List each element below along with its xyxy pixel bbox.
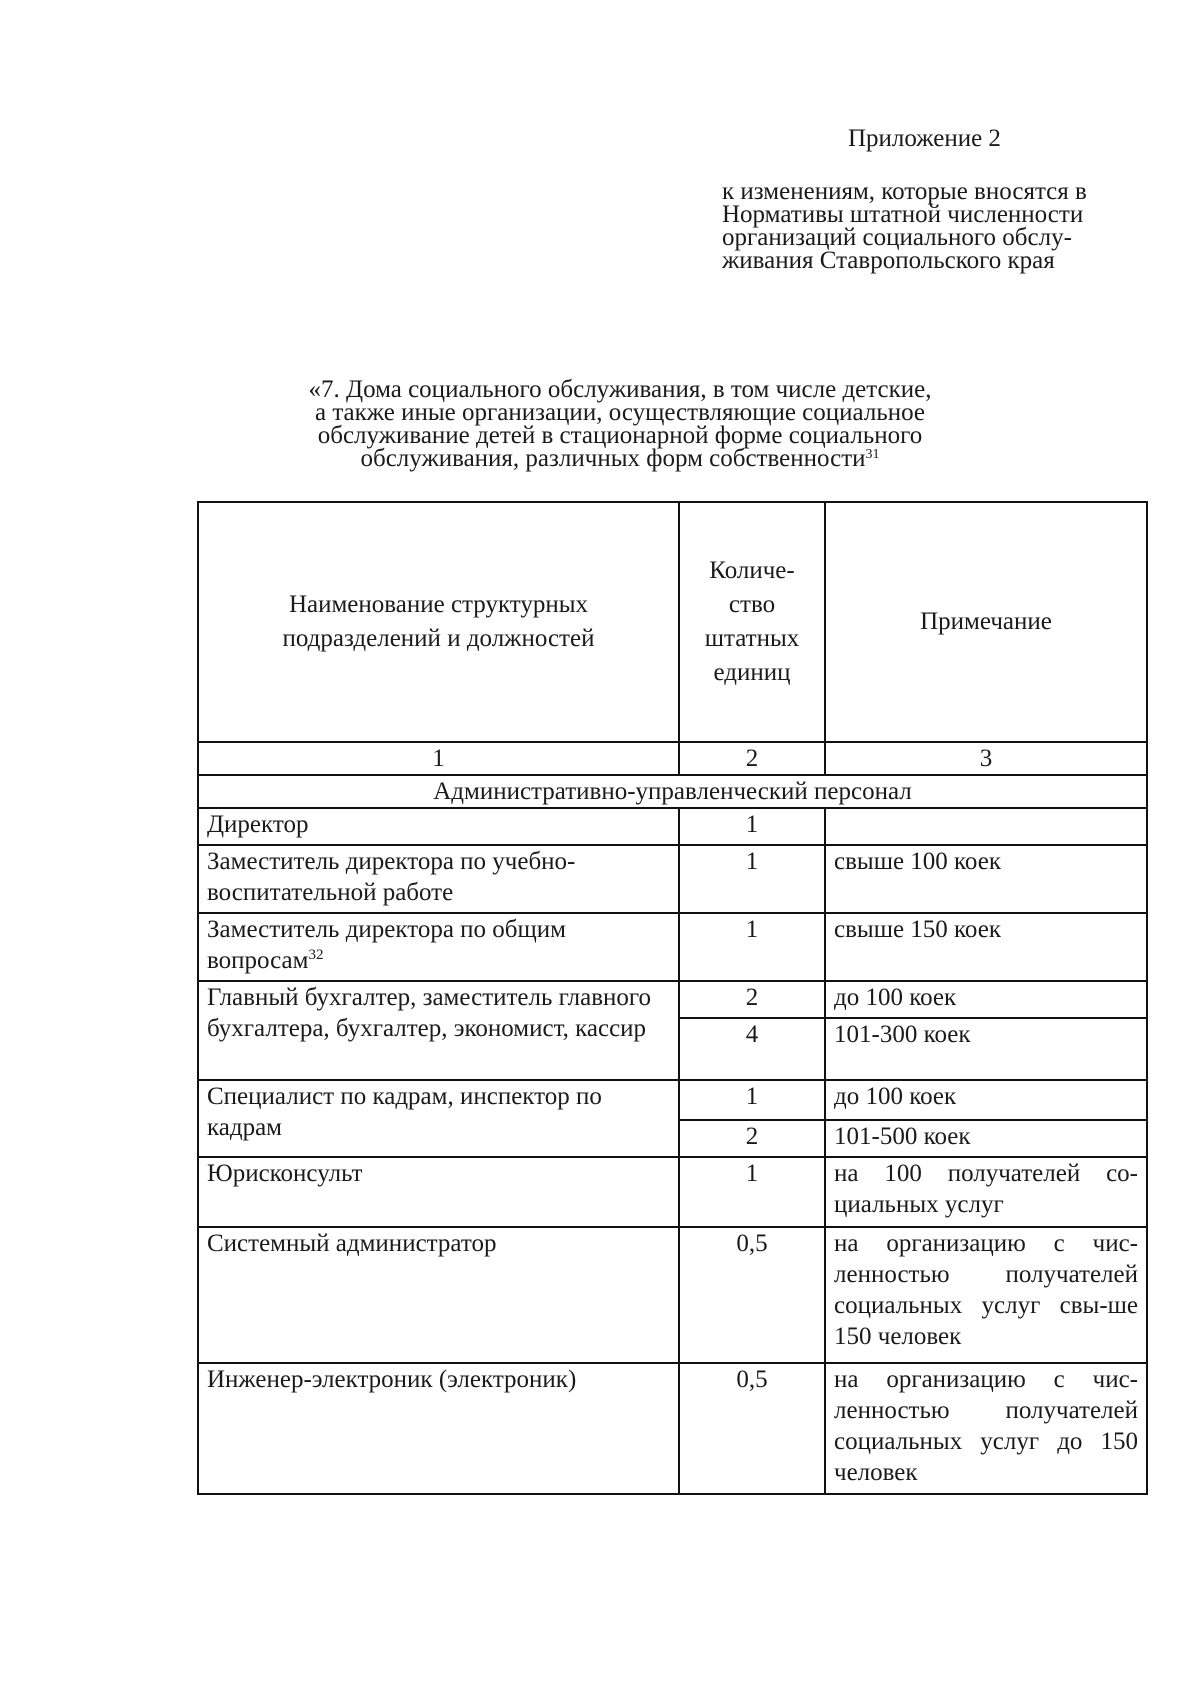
position-footnote: 32	[308, 947, 324, 963]
position-qty: 1	[679, 845, 825, 913]
heading-line-last	[200, 447, 1040, 470]
column-number-row	[198, 742, 1147, 775]
position-name: Специалист по кадрам, инспектор по кадрам	[198, 1080, 679, 1157]
table-row	[198, 981, 1147, 1018]
table-row	[198, 1157, 1147, 1227]
column-number: 1	[198, 742, 679, 775]
heading-line: «7. Дома социального обслуживания, в том числе детские,	[308, 376, 932, 403]
position-qty: 0,5	[679, 1227, 825, 1363]
heading-line: обслуживание детей в стационарной форме социального	[317, 422, 923, 449]
position-note: на 100 получателей со-циальных услуг	[825, 1157, 1147, 1227]
column-number: 2	[679, 742, 825, 775]
position-name: Заместитель директора по учебно-воспитательной работе	[198, 845, 679, 913]
position-note: до 100 коек	[825, 1080, 1147, 1120]
heading-line-text: обслуживания, различных форм собственности	[360, 445, 866, 472]
table-row	[198, 913, 1147, 981]
position-note: 101-500 коек	[825, 1120, 1147, 1157]
position-note: на организацию с чис-ленностью получателей социальных услуг до 150 человек	[825, 1363, 1147, 1494]
position-qty: 4	[679, 1018, 825, 1080]
position-qty: 2	[679, 981, 825, 1018]
table-row	[198, 1227, 1147, 1363]
position-qty: 1	[679, 1080, 825, 1120]
appendix-subtitle-line: живания Ставропольского края	[722, 247, 1055, 274]
staffing-table	[197, 501, 1148, 1495]
position-name: Системный администратор	[198, 1227, 679, 1363]
position-name: Инженер-электроник (электроник)	[198, 1363, 679, 1494]
position-name: Главный бухгалтер, заместитель главного бухгалтера, бухгалтер, экономист, кассир	[198, 981, 679, 1080]
heading-line: а также иные организации, осуществляющие социальное	[314, 399, 926, 426]
header-note: Примечание	[825, 502, 1147, 742]
section-row	[198, 775, 1147, 808]
table-row	[198, 845, 1147, 913]
appendix-subtitle-line: Нормативы штатной численности	[722, 201, 1084, 228]
position-qty: 0,5	[679, 1363, 825, 1494]
position-note: 101-300 коек	[825, 1018, 1147, 1080]
header-qty: Количе-ство штатных единиц	[679, 502, 825, 742]
position-qty: 1	[679, 913, 825, 981]
position-qty: 2	[679, 1120, 825, 1157]
position-note	[825, 808, 1147, 845]
appendix-subtitle-line: организаций социального обслу-	[722, 224, 1072, 251]
table-header-row	[198, 502, 1147, 742]
appendix-subtitle-line: к изменениям, которые вносятся в	[722, 178, 1087, 205]
heading-footnote: 31	[865, 447, 880, 462]
position-qty: 1	[679, 808, 825, 845]
position-name: Юрисконсульт	[198, 1157, 679, 1227]
appendix-title: Приложение 2	[848, 125, 1001, 152]
table-row	[198, 1080, 1147, 1120]
header-name: Наименование структурных подразделений и должностей	[198, 502, 679, 742]
position-name-cell	[198, 913, 679, 981]
table-row	[198, 808, 1147, 845]
appendix-subtitle	[722, 180, 1146, 272]
position-note: до 100 коек	[825, 981, 1147, 1018]
position-name: Заместитель директора по общим вопросам	[207, 916, 566, 974]
position-qty: 1	[679, 1157, 825, 1227]
position-note: свыше 150 коек	[825, 913, 1147, 981]
position-note: на организацию с чис-ленностью получателей социальных услуг свы-ше 150 человек	[825, 1227, 1147, 1363]
table-row	[198, 1363, 1147, 1494]
position-note: свыше 100 коек	[825, 845, 1147, 913]
column-number: 3	[825, 742, 1147, 775]
section-title: Административно-управленческий персонал	[198, 775, 1147, 808]
position-name: Директор	[198, 808, 679, 845]
section-heading	[200, 378, 1040, 470]
